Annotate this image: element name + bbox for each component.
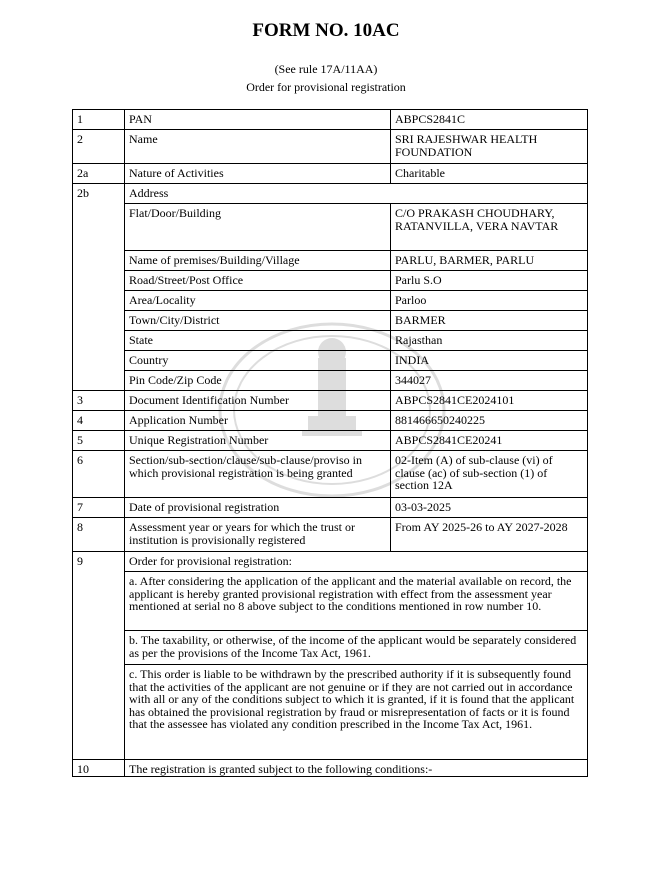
row-number: 5 — [73, 431, 125, 451]
order-paragraph-c — [73, 665, 588, 760]
address-value: Parloo — [391, 291, 588, 311]
row-number: 4 — [73, 411, 125, 431]
registration-table — [72, 109, 588, 777]
address-label: Country — [125, 351, 391, 371]
address-label: Road/Street/Post Office — [125, 271, 391, 291]
row-label: Name — [125, 130, 391, 164]
row-label: The registration is granted subject to the following conditions:- — [125, 760, 588, 777]
row-number: 3 — [73, 391, 125, 411]
form-subtitle: Order for provisional registration — [246, 80, 406, 94]
address-row — [73, 351, 588, 371]
address-row — [73, 371, 588, 391]
row-number: 8 — [73, 518, 125, 552]
row-value: ABPCS2841C — [391, 110, 588, 130]
row-date — [73, 498, 588, 518]
row-label: Assessment year or years for which the trust or institution is provisionally registered — [125, 518, 391, 552]
address-value: Rajasthan — [391, 331, 588, 351]
address-row — [73, 204, 588, 251]
row-order — [73, 552, 588, 572]
address-label: Town/City/District — [125, 311, 391, 331]
order-paragraph: b. The taxability, or otherwise, of the income of the applicant would be separately considered as per the provisions of the Income Tax Act, 1961. — [125, 631, 588, 665]
row-name — [73, 130, 588, 164]
address-value: INDIA — [391, 351, 588, 371]
address-label: State — [125, 331, 391, 351]
row-number: 2a — [73, 164, 125, 184]
row-value: ABPCS2841CE20241 — [391, 431, 588, 451]
row-assessment-year — [73, 518, 588, 552]
row-value: 881466650240225 — [391, 411, 588, 431]
row-value: From AY 2025-26 to AY 2027-2028 — [391, 518, 588, 552]
address-value: Parlu S.O — [391, 271, 588, 291]
row-number: 7 — [73, 498, 125, 518]
row-pan — [73, 110, 588, 130]
row-nature-of-activities — [73, 164, 588, 184]
address-label: Pin Code/Zip Code — [125, 371, 391, 391]
row-value: 03-03-2025 — [391, 498, 588, 518]
row-conditions — [73, 760, 588, 777]
row-value: SRI RAJESHWAR HEALTH FOUNDATION — [391, 130, 588, 164]
address-row — [73, 311, 588, 331]
address-row — [73, 331, 588, 351]
address-value: BARMER — [391, 311, 588, 331]
address-row — [73, 291, 588, 311]
row-number: 10 — [73, 760, 125, 777]
address-label: Area/Locality — [125, 291, 391, 311]
row-value: ABPCS2841CE2024101 — [391, 391, 588, 411]
order-paragraph: a. After considering the application of the applicant and the material available on record, the applicant is hereby granted provisional registration with effect from the assessment year mentioned at serial no 8 above subject to the conditions mentioned in row number 10. — [125, 572, 588, 631]
row-unique-registration-number — [73, 431, 588, 451]
address-label: Flat/Door/Building — [125, 204, 391, 251]
row-application-number — [73, 411, 588, 431]
row-label: Nature of Activities — [125, 164, 391, 184]
row-label: Order for provisional registration: — [125, 552, 588, 572]
form-title: FORM NO. 10AC — [252, 20, 400, 41]
row-number: 2b — [73, 184, 125, 391]
address-row — [73, 271, 588, 291]
row-label: Document Identification Number — [125, 391, 391, 411]
row-number: 9 — [73, 552, 125, 760]
address-value: C/O PRAKASH CHOUDHARY, RATANVILLA, VERA NAVTAR — [391, 204, 588, 251]
address-value: PARLU, BARMER, PARLU — [391, 251, 588, 271]
row-number: 1 — [73, 110, 125, 130]
address-value: 344027 — [391, 371, 588, 391]
row-document-id — [73, 391, 588, 411]
row-label: Date of provisional registration — [125, 498, 391, 518]
row-label: PAN — [125, 110, 391, 130]
row-value: Charitable — [391, 164, 588, 184]
address-label: Name of premises/Building/Village — [125, 251, 391, 271]
row-value: 02-Item (A) of sub-clause (vi) of clause (ac) of sub-section (1) of section 12A — [391, 451, 588, 498]
order-paragraph: c. This order is liable to be withdrawn by the prescribed authority if it is subsequently found that the activities of the applicant are not genuine or if they are not carried out in accordance with all or any of the conditions subject to which it is granted, if it is found that the applicant has obtained the provisional registration by fraud or misrepresentation of facts or it is found that the assessee has violated any condition prescribed in the Income Tax Act, 1961. — [125, 665, 588, 760]
row-section — [73, 451, 588, 498]
order-paragraph-b — [73, 631, 588, 665]
row-label: Unique Registration Number — [125, 431, 391, 451]
row-number: 6 — [73, 451, 125, 498]
address-row — [73, 251, 588, 271]
order-paragraph-a — [73, 572, 588, 631]
row-label: Address — [125, 184, 588, 204]
row-number: 2 — [73, 130, 125, 164]
rule-reference: (See rule 17A/11AA) — [274, 62, 378, 76]
row-label: Section/sub-section/clause/sub-clause/proviso in which provisional registration is being granted — [125, 451, 391, 498]
row-address — [73, 184, 588, 204]
row-label: Application Number — [125, 411, 391, 431]
